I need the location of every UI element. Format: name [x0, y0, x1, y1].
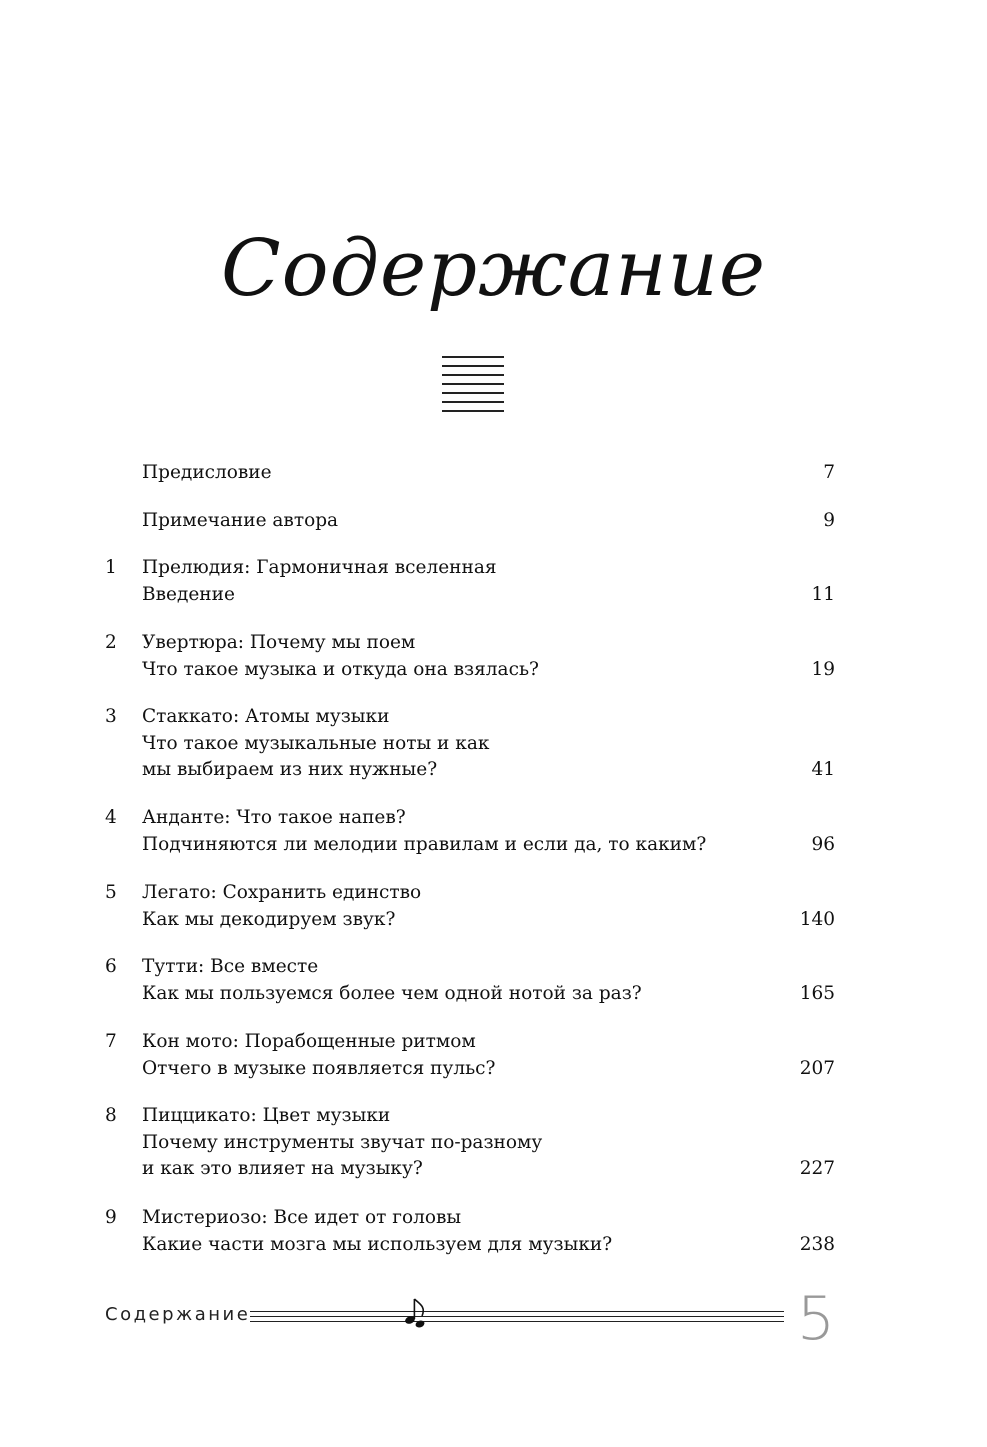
chapter-number: 6 — [105, 956, 117, 977]
chapter-number: 9 — [105, 1207, 117, 1228]
chapter-number: 4 — [105, 807, 117, 828]
chapter-title-line: Легато: Сохранить единство — [142, 882, 422, 903]
chapter-title-line: Мистериозо: Все идет от головы — [142, 1207, 462, 1228]
chapter-subtitle-line: Отчего в музыке появляется пульс? — [142, 1057, 496, 1079]
page-ref: 96 — [811, 833, 835, 855]
chapter-subtitle-line: Как мы декодируем звук? — [142, 908, 396, 930]
page-ref: 140 — [799, 908, 835, 930]
chapter-subtitle-line: Что такое музыкальные ноты и как — [142, 732, 490, 754]
chapter-subtitle-line: Какие части мозга мы используем для музыки? — [142, 1233, 613, 1255]
chapter-title-line: Увертюра: Почему мы поем — [142, 632, 416, 653]
chapter-title — [142, 1029, 495, 1082]
running-footer-label: Содержание — [105, 1304, 251, 1325]
page-ref: 11 — [811, 583, 835, 605]
chapter-subtitle-line: Что такое музыка и откуда она взялась? — [142, 658, 539, 680]
chapter-title — [142, 880, 421, 933]
page-ref: 165 — [799, 982, 835, 1004]
chapter-title-line: Кон мото: Порабощенные ритмом — [142, 1031, 476, 1052]
chapter-number: 2 — [105, 632, 117, 653]
chapter-number: 7 — [105, 1031, 117, 1052]
chapter-title-line: Предисловие — [142, 462, 272, 483]
staff-lines-ornament — [442, 356, 504, 416]
chapter-title-line: Анданте: Что такое напев? — [142, 807, 406, 828]
chapter-title — [142, 1205, 612, 1258]
chapter-subtitle-line: мы выбираем из них нужные? — [142, 759, 438, 780]
chapter-title — [142, 555, 497, 608]
chapter-title — [142, 704, 489, 784]
footer-rule — [250, 1321, 784, 1322]
chapter-title-line: Стаккато: Атомы музыки — [142, 706, 390, 727]
page-number: 5 — [796, 1284, 835, 1354]
chapter-title-line: Примечание автора — [142, 510, 339, 531]
footer-rule — [250, 1316, 784, 1317]
chapter-title-line: Тутти: Все вместе — [142, 956, 319, 977]
page-ref: 227 — [799, 1158, 835, 1179]
chapter-number: 5 — [105, 882, 117, 903]
page-ref: 238 — [799, 1233, 835, 1255]
chapter-title — [142, 508, 338, 535]
music-note-icon — [402, 1296, 430, 1330]
page-ref: 7 — [823, 462, 835, 483]
chapter-title — [142, 460, 272, 487]
chapter-title — [142, 1103, 542, 1183]
chapter-subtitle-line: и как это влияет на музыку? — [142, 1158, 423, 1179]
chapter-title — [142, 954, 642, 1007]
page-ref: 41 — [811, 759, 835, 780]
page-title: Содержание — [220, 224, 767, 314]
page-ref: 19 — [811, 658, 835, 680]
chapter-subtitle-line: Введение — [142, 583, 235, 605]
chapter-number: 8 — [105, 1105, 117, 1126]
chapter-title — [142, 805, 706, 858]
chapter-title-line: Пиццикато: Цвет музыки — [142, 1105, 391, 1126]
page-ref: 9 — [823, 510, 835, 531]
chapter-number: 1 — [105, 557, 117, 578]
chapter-title-line: Прелюдия: Гармоничная вселенная — [142, 557, 497, 578]
page-footer — [0, 1284, 987, 1360]
chapter-number: 3 — [105, 706, 117, 727]
chapter-subtitle-line: Почему инструменты звучат по-разному — [142, 1131, 543, 1153]
chapter-title — [142, 630, 539, 683]
footer-rule — [250, 1311, 784, 1312]
chapter-subtitle-line: Как мы пользуемся более чем одной нотой за раз? — [142, 982, 642, 1004]
chapter-subtitle-line: Подчиняются ли мелодии правилам и если да, то каким? — [142, 833, 707, 855]
page-ref: 207 — [799, 1057, 835, 1079]
